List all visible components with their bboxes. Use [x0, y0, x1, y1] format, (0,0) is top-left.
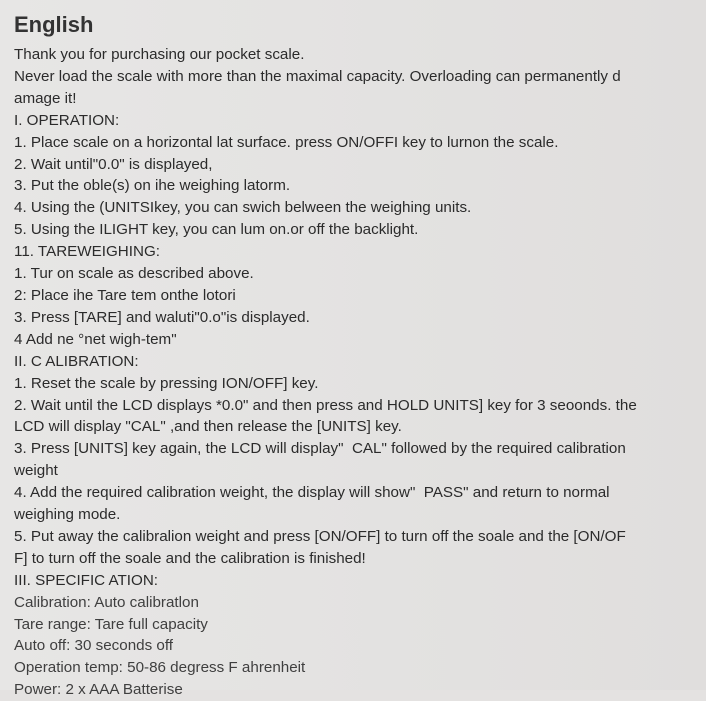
operation-step-1: 1. Place scale on a horizontal lat surface. press ON/OFFI key to lurnon the scale. — [14, 133, 559, 151]
operation-step-3: 3. Put the oble(s) on ihe weighing latorm. — [14, 177, 291, 195]
operation-step-4: 4. Using the (UNITSIkey, you can swich belween the weighing units. — [14, 199, 472, 217]
tare-step-2: 2: Place ihe Tare tem onthe lotori — [14, 286, 236, 304]
calibration-step-2: 2. Wait until the LCD displays *0.0" and then press and HOLD UNITS] key for 3 seoonds. the — [14, 396, 637, 414]
calibration-step-4: 4. Add the required calibration weight, the display will show" PASS" and return to normal — [14, 484, 610, 502]
operation-step-2: 2. Wait until"0.0" is displayed, — [14, 155, 213, 173]
calibration-step-2-continued: LCD will display "CAL" ,and then release the [UNITS] key. — [14, 418, 402, 436]
warning-line: Never load the scale with more than the maximal capacity. Overloading can permanently d — [14, 67, 621, 85]
section-heading-specification: III. SPECIFIC ATION: — [14, 571, 159, 589]
spec-power: Power: 2 x AAA Batterise — [14, 681, 183, 699]
calibration-step-5-continued: F] to turn off the soale and the calibration is finished! — [14, 549, 366, 567]
section-heading-operation: I. OPERATION: — [14, 111, 120, 129]
intro-line: Thank you for purchasing our pocket scale. — [14, 46, 305, 63]
calibration-step-3-continued: weight — [14, 462, 58, 480]
section-heading-calibration: II. C ALIBRATION: — [14, 352, 139, 370]
warning-line-continued: amage it! — [14, 89, 77, 107]
operation-step-5: 5. Using the ILIGHT key, you can lum on.or off the backlight. — [14, 221, 419, 239]
spec-tare-range: Tare range: Tare full capacity — [14, 615, 208, 633]
spec-calibration: Calibration: Auto calibratlon — [14, 593, 199, 611]
tare-step-4: 4 Add ne °net wigh-tem" — [14, 330, 177, 348]
calibration-step-3: 3. Press [UNITS] key again, the LCD will display" CAL" followed by the required calibration — [14, 440, 626, 458]
calibration-step-5: 5. Put away the calibralion weight and press [ON/OFF] to turn off the soale and the [ON/OF — [14, 527, 626, 545]
spec-auto-off: Auto off: 30 seconds off — [14, 637, 174, 655]
tare-step-1: 1. Tur on scale as described above. — [14, 265, 254, 283]
calibration-step-1: 1. Reset the scale by pressing ION/OFF] key. — [14, 374, 319, 392]
section-heading-tareweighing: 11. TAREWEIGHING: — [14, 243, 160, 261]
tare-step-3: 3. Press [TARE] and waluti"0.o"is displayed. — [14, 308, 310, 326]
calibration-step-4-continued: weighing mode. — [14, 506, 121, 524]
language-heading: English — [14, 12, 94, 37]
spec-operation-temp: Operation temp: 50-86 degress F ahrenheit — [14, 659, 306, 677]
